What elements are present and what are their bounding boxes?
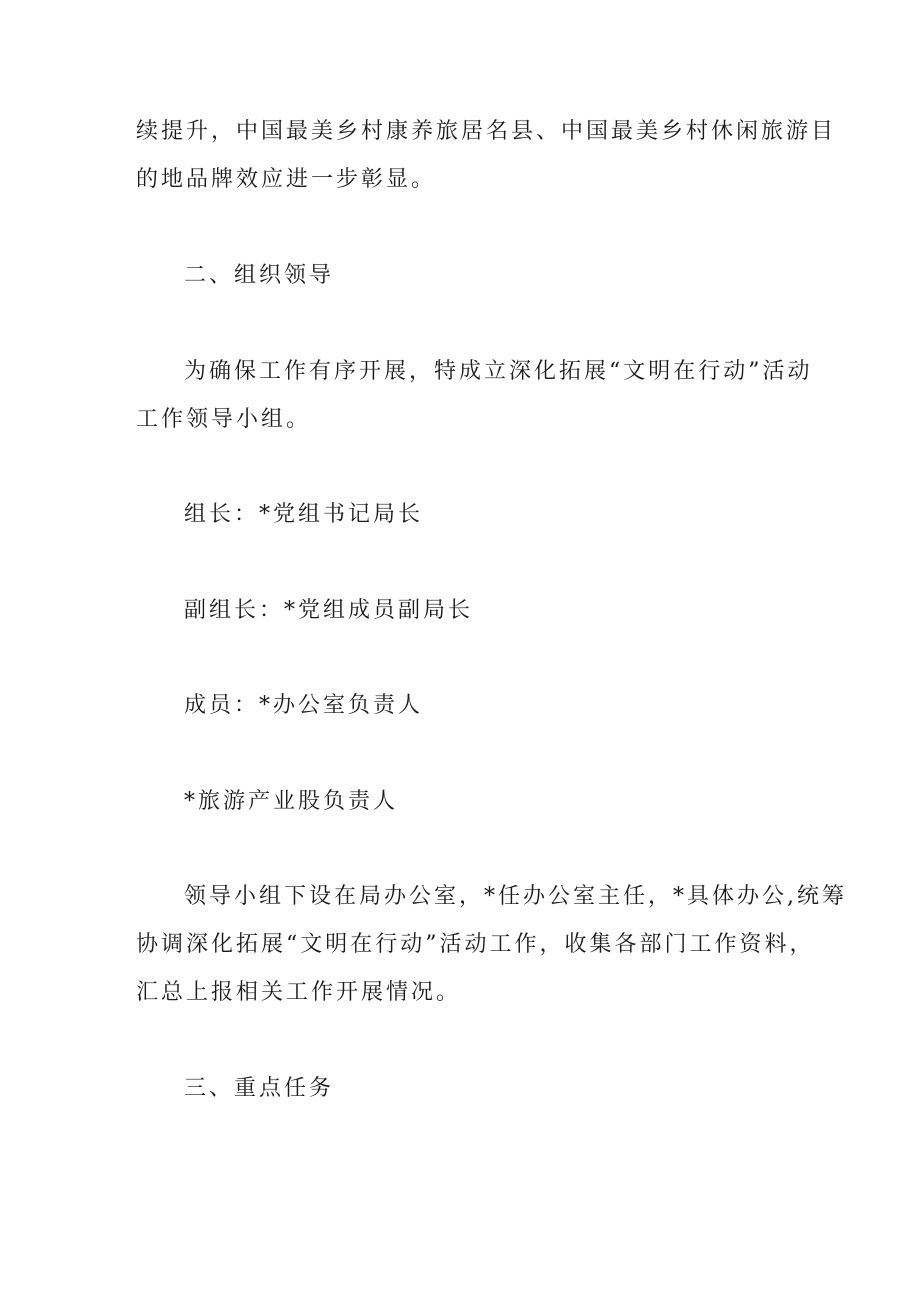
paragraph-deputy-leader — [136, 587, 792, 635]
text-line: 副组长：*党组成员副局长 — [184, 598, 474, 623]
text-line: 工作领导小组。 — [136, 407, 312, 432]
text-line: 领导小组下设在局办公室，*任办公室主任，*具体办公,统筹 — [184, 884, 847, 909]
heading-text: 二、组织领导 — [184, 263, 335, 288]
text-line: 汇总上报相关工作开展情况。 — [136, 980, 462, 1005]
paragraph-group-leader — [136, 491, 792, 539]
section-heading-organization — [136, 252, 792, 300]
section-heading-key-tasks — [136, 1065, 792, 1113]
paragraph-member-tourism — [136, 778, 792, 826]
heading-text: 三、重点任务 — [184, 1076, 335, 1101]
paragraph-leading-group-intro — [136, 348, 813, 444]
text-line: *旅游产业股负责人 — [184, 789, 399, 814]
text-line: 为确保工作有序开展，特成立深化拓展“文明在行动”活动 — [184, 359, 813, 384]
text-line: 续提升，中国最美乡村康养旅居名县、中国最美乡村休闲旅游目 — [136, 119, 837, 144]
paragraph-continuation — [136, 108, 837, 204]
text-line: 成员：*办公室负责人 — [184, 693, 424, 718]
text-line: 协调深化拓展“文明在行动”活动工作，收集各部门工作资料， — [136, 932, 815, 957]
text-line: 组长：*党组书记局长 — [184, 502, 424, 527]
paragraph-office-setup — [136, 873, 847, 1017]
text-line: 的地品牌效应进一步彰显。 — [136, 167, 437, 192]
paragraph-members — [136, 682, 792, 730]
